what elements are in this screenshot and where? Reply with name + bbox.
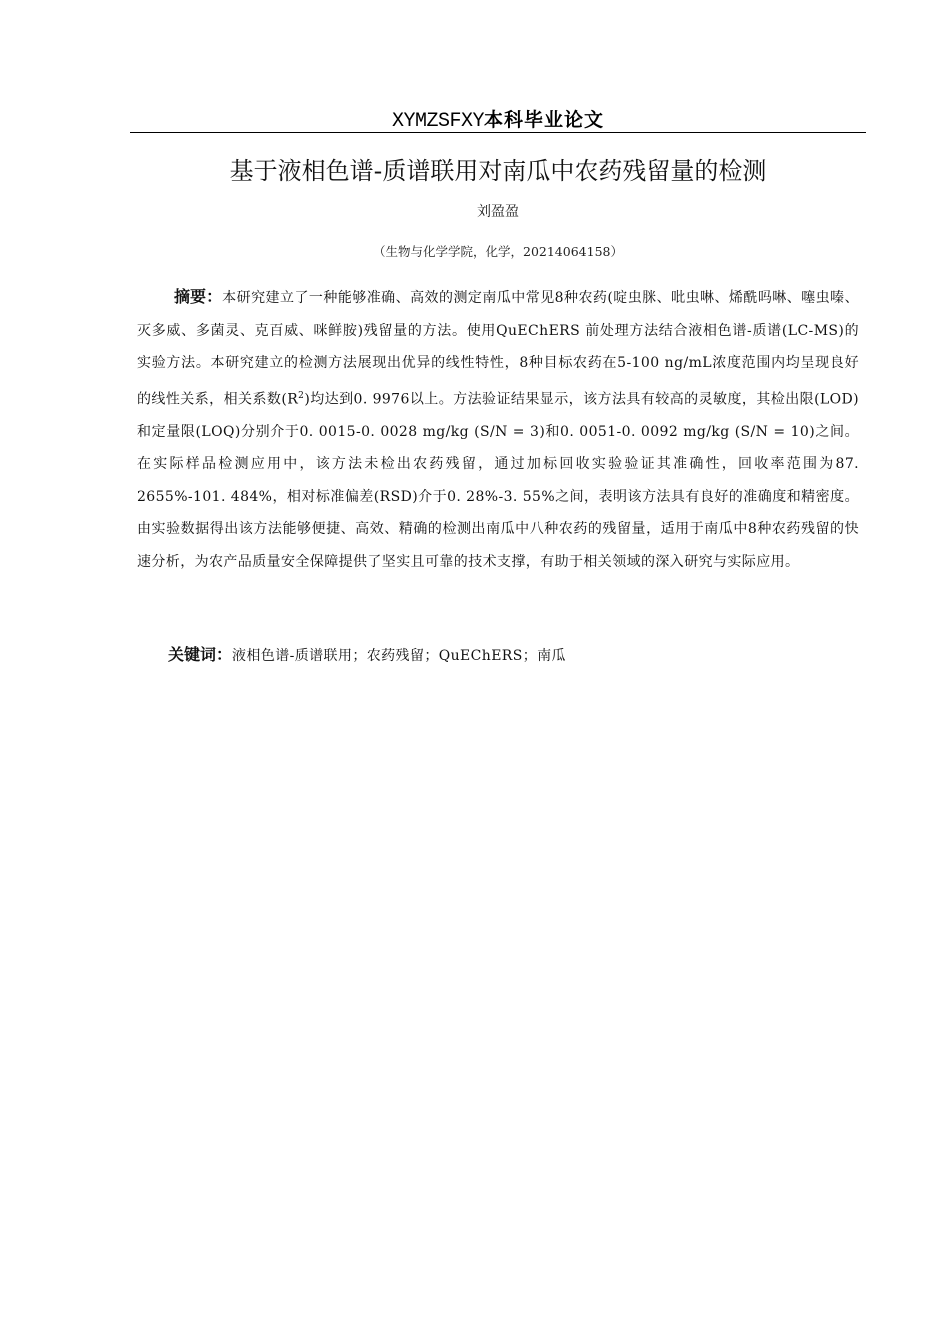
author-name: 刘盈盈 (477, 204, 519, 220)
header-rule (130, 132, 866, 133)
header-code: XYMZSFXY (391, 110, 484, 133)
keywords-line (168, 641, 858, 670)
keywords-label: 关键词： (168, 645, 233, 664)
paper-title: 基于液相色谱-质谱联用对南瓜中农药残留量的检测 (229, 157, 767, 185)
header-label: 本科毕业论文 (484, 109, 605, 131)
author-affiliation: （生物与化学学院，化学，20214064158） (373, 244, 623, 259)
abstract-text-part-1: 本研究建立了一种能够准确、高效的测定南瓜中常见8种农药(啶虫脒、吡虫啉、烯酰吗啉、噻虫嗪、灭多威、多菌灵、克百威、咪鲜胺)残留量的方法。使用QuEChERS 前处理方法结合液相色谱-质谱(LC-MS)的实验方法。本研究建立的检测方法展现出优异的线性特性，8种目标农药在5-100 ng/mL浓度范围内均呈现良好的线性关系，相关系数(R (137, 290, 859, 408)
abstract-superscript: 2 (298, 390, 305, 401)
page-header (130, 106, 866, 135)
abstract-paragraph (137, 281, 859, 578)
abstract-label: 摘要： (174, 287, 223, 306)
keywords-text: 液相色谱-质谱联用；农药残留；QuEChERS；南瓜 (232, 648, 566, 664)
abstract-text-part-2: )均达到0. 9976以上。方法验证结果显示，该方法具有较高的灵敏度，其检出限(LOD)和定量限(LOQ)分别介于0. 0015-0. 0028 mg/kg (S/N = 3)和0. 0051-0. 0092 mg/kg (S/N = 10)之间。在实际样品检测应用中，该方法未检出农药残留，通过加标回收实验验证其准确性，回收率范围为87. 2655%-101. 484%，相对标准偏差(RSD)介于0. 28%-3. 55%之间，表明该方法具有良好的准确度和精密度。由实验数据得出该方法能够便捷、高效、精确的检测出南瓜中八种农药的残留量，适用于南瓜中8种农药残留的快速分析，为农产品质量安全保障提供了坚实且可靠的技术支撑，有助于相关领域的深入研究与实际应用。 (137, 391, 859, 570)
